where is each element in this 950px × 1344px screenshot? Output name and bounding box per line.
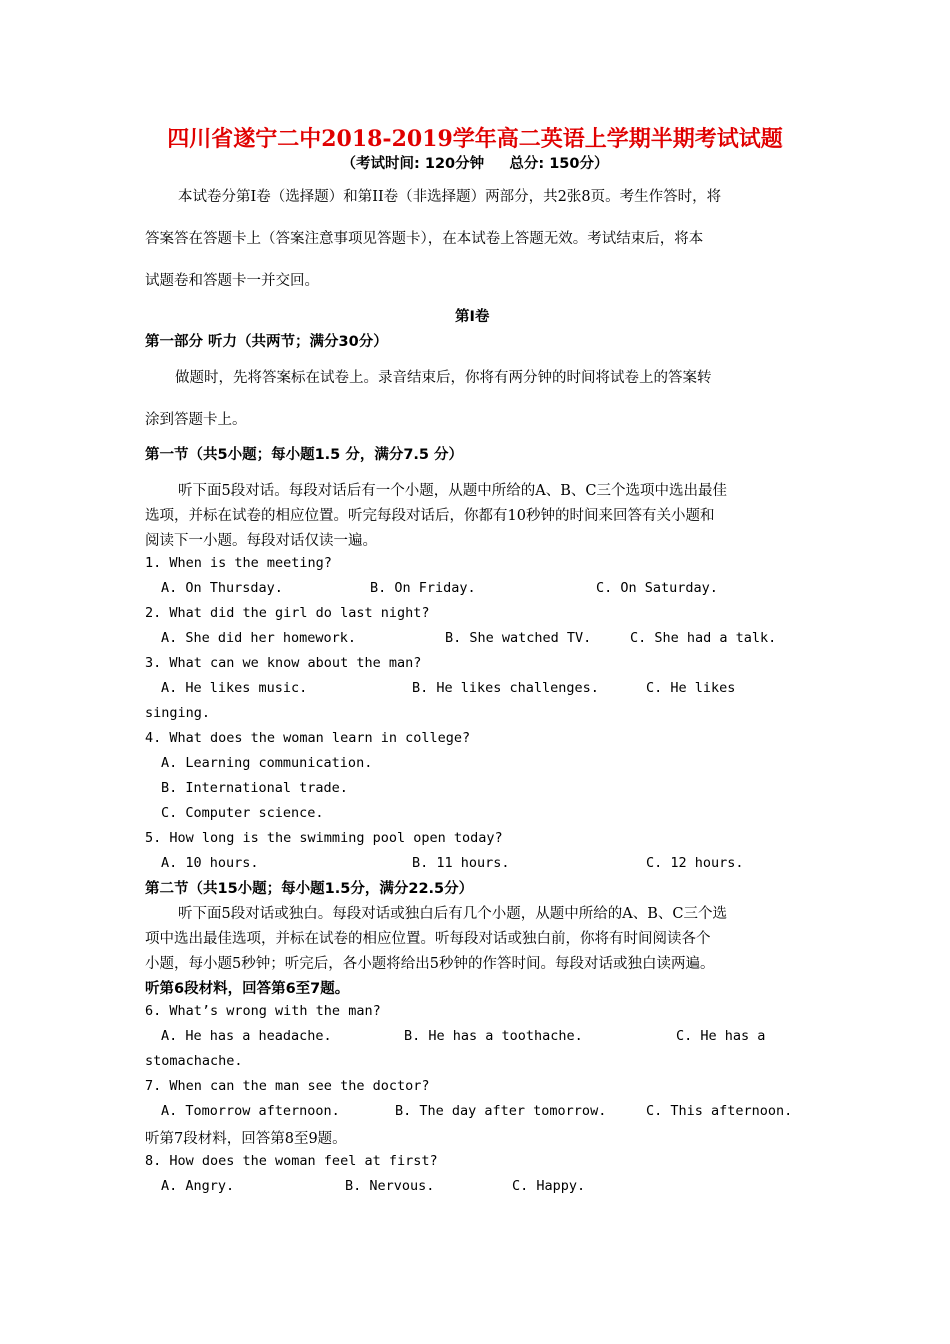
question-1-option-a: A. On Thursday. <box>161 580 283 596</box>
section-1-instruction-3: 阅读下一小题。每段对话仅读一遍。 <box>145 533 377 549</box>
question-5-option-a: A. 10 hours. <box>161 855 259 871</box>
question-3-option-b: B. He likes challenges. <box>412 680 599 696</box>
question-3-option-c: C. He likes <box>646 680 736 696</box>
part-1-heading: 第一部分 听力（共两节；满分30分） <box>145 334 388 350</box>
question-6-option-a: A. He has a headache. <box>161 1028 332 1044</box>
part-1-instruction-2: 涂到答题卡上。 <box>145 412 247 428</box>
question-7-option-b: B. The day after tomorrow. <box>395 1103 607 1119</box>
question-6-option-b: B. He has a toothache. <box>404 1028 583 1044</box>
question-7-option-c: C. This afternoon. <box>646 1103 793 1119</box>
question-8-option-a: A. Angry. <box>161 1178 235 1194</box>
volume-1-heading: 第I卷 <box>455 309 490 325</box>
section-2-instruction-3: 小题，每小题5秒钟；听完后，各小题将给出5秒钟的作答时间。每段对话或独白读两遍。 <box>145 956 715 972</box>
question-6-option-c-continued: stomachache. <box>145 1053 243 1069</box>
question-3-stem: 3. What can we know about the man? <box>145 655 422 671</box>
part-1-instruction-1: 做题时，先将答案标在试卷上。录音结束后，你将有两分钟的时间将试卷上的答案转 <box>175 370 712 386</box>
question-2-option-b: B. She watched TV. <box>445 630 592 646</box>
question-7-option-a: A. Tomorrow afternoon. <box>161 1103 340 1119</box>
question-4-option-c: C. Computer science. <box>161 805 324 821</box>
question-5-stem: 5. How long is the swimming pool open today? <box>145 830 503 846</box>
question-4-option-b: B. International trade. <box>161 780 348 796</box>
material-7-heading: 听第7段材料，回答第8至9题。 <box>145 1131 347 1147</box>
question-5-option-c: C. 12 hours. <box>646 855 744 871</box>
question-4-option-a: A. Learning communication. <box>161 755 373 771</box>
exam-title: 四川省遂宁二中2018-2019学年高二英语上学期半期考试试题 <box>167 126 783 152</box>
section-2-heading: 第二节（共15小题；每小题1.5分，满分22.5分） <box>145 881 474 897</box>
question-7-stem: 7. When can the man see the doctor? <box>145 1078 430 1094</box>
question-8-option-c: C. Happy. <box>512 1178 586 1194</box>
intro-line-3: 试题卷和答题卡一并交回。 <box>145 273 319 289</box>
question-2-option-a: A. She did her homework. <box>161 630 357 646</box>
exam-subtitle: （考试时间: 120分钟 总分: 150分） <box>341 156 609 172</box>
question-1-stem: 1. When is the meeting? <box>145 555 332 571</box>
question-6-option-c: C. He has a <box>676 1028 766 1044</box>
question-8-option-b: B. Nervous. <box>345 1178 435 1194</box>
question-2-option-c: C. She had a talk. <box>630 630 777 646</box>
question-1-option-c: C. On Saturday. <box>596 580 718 596</box>
material-6-heading: 听第6段材料，回答第6至7题。 <box>145 981 350 997</box>
question-3-option-a: A. He likes music. <box>161 680 308 696</box>
question-2-stem: 2. What did the girl do last night? <box>145 605 430 621</box>
section-2-instruction-2: 项中选出最佳选项，并标在试卷的相应位置。听每段对话或独白前，你将有时间阅读各个 <box>145 931 711 947</box>
question-8-stem: 8. How does the woman feel at first? <box>145 1153 438 1169</box>
intro-line-2: 答案答在答题卡上（答案注意事项见答题卡），在本试卷上答题无效。考试结束后，将本 <box>145 231 704 247</box>
question-5-option-b: B. 11 hours. <box>412 855 510 871</box>
section-2-instruction-1: 听下面5段对话或独白。每段对话或独白后有几个小题，从题中所给的A、B、C三个选 <box>178 906 727 922</box>
question-1-option-b: B. On Friday. <box>370 580 476 596</box>
section-1-instruction-2: 选项，并标在试卷的相应位置。听完每段对话后，你都有10秒钟的时间来回答有关小题和 <box>145 508 715 524</box>
question-3-option-c-continued: singing. <box>145 705 211 721</box>
question-6-stem: 6. What’s wrong with the man? <box>145 1003 381 1019</box>
question-4-stem: 4. What does the woman learn in college? <box>145 730 471 746</box>
section-1-heading: 第一节（共5小题；每小题1.5 分，满分7.5 分） <box>145 447 464 463</box>
intro-line-1: 本试卷分第I卷（选择题）和第II卷（非选择题）两部分，共2张8页。考生作答时，将 <box>178 189 722 205</box>
section-1-instruction-1: 听下面5段对话。每段对话后有一个小题，从题中所给的A、B、C三个选项中选出最佳 <box>178 483 727 499</box>
